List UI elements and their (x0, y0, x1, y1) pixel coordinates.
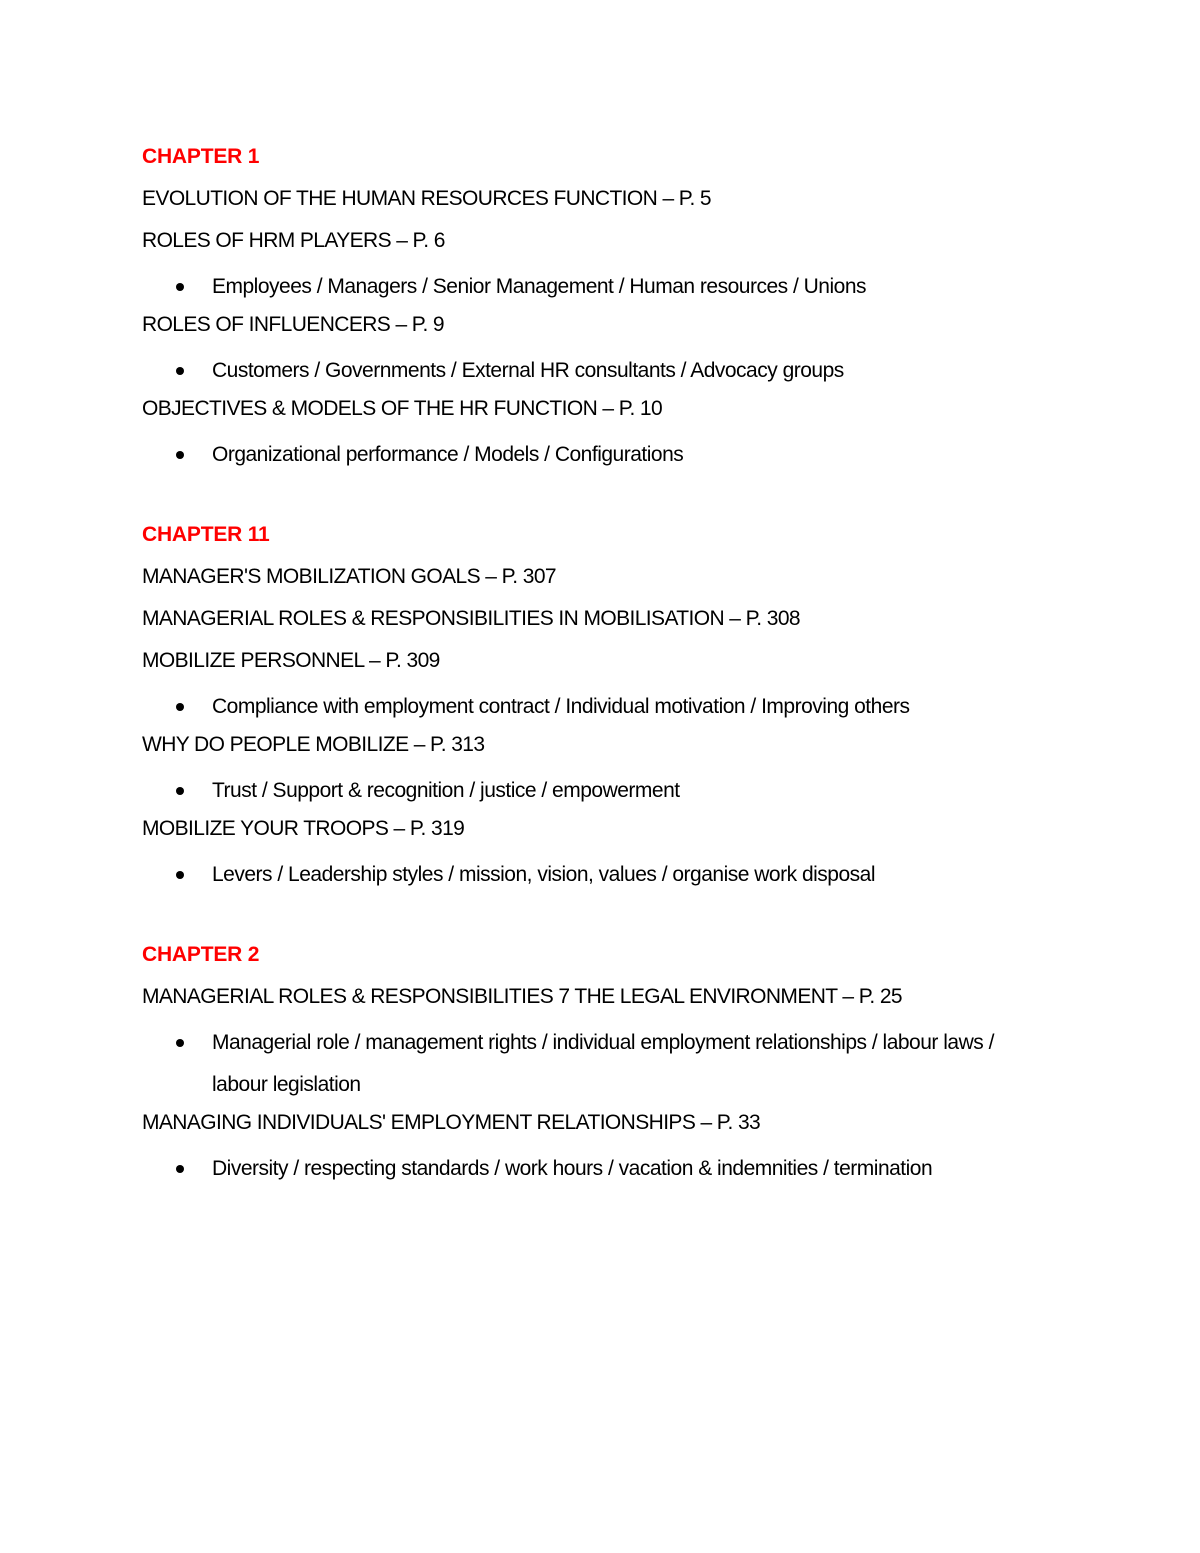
section-heading: ROLES OF HRM PLAYERS – P. 6 (142, 229, 445, 252)
bullet-icon (176, 1039, 184, 1047)
section-heading: MOBILIZE PERSONNEL – P. 309 (142, 649, 440, 672)
section (142, 728, 1140, 812)
bullet-item (142, 1022, 1012, 1106)
section (142, 812, 1140, 896)
bullet-text: Diversity / respecting standards / work hours / vacation & indemnities / termination (212, 1157, 933, 1180)
section (142, 644, 1140, 728)
bullet-icon (176, 451, 184, 459)
section-heading: OBJECTIVES & MODELS OF THE HR FUNCTION – P. 10 (142, 397, 663, 420)
chapter-title: CHAPTER 1 (142, 145, 260, 168)
section-heading: EVOLUTION OF THE HUMAN RESOURCES FUNCTION – P. 5 (142, 187, 712, 210)
section (142, 308, 1140, 392)
section-heading: WHY DO PEOPLE MOBILIZE – P. 313 (142, 733, 485, 756)
section (142, 224, 1140, 308)
bullet-text: Compliance with employment contract / Individual motivation / Improving others (212, 695, 910, 718)
bullet-item (142, 854, 1012, 896)
section (142, 182, 1140, 216)
section-heading: MANAGERIAL ROLES & RESPONSIBILITIES 7 THE LEGAL ENVIRONMENT – P. 25 (142, 985, 903, 1008)
section (142, 560, 1140, 594)
section (142, 980, 1140, 1106)
bullet-icon (176, 703, 184, 711)
chapter-11 (142, 518, 1140, 896)
chapter-2 (142, 938, 1140, 1190)
section (142, 392, 1140, 476)
chapter-title: CHAPTER 11 (142, 523, 270, 546)
section-heading: ROLES OF INFLUENCERS – P. 9 (142, 313, 445, 336)
bullet-text: Employees / Managers / Senior Management / Human resources / Unions (212, 275, 866, 298)
bullet-item (142, 350, 1012, 392)
bullet-text: Trust / Support & recognition / justice / empowerment (212, 779, 680, 802)
bullet-item (142, 266, 1012, 308)
section-heading: MANAGER'S MOBILIZATION GOALS – P. 307 (142, 565, 557, 588)
bullet-text: Organizational performance / Models / Configurations (212, 443, 684, 466)
bullet-item (142, 770, 1012, 812)
section-heading: MOBILIZE YOUR TROOPS – P. 319 (142, 817, 465, 840)
chapter-1 (142, 140, 1140, 476)
bullet-item (142, 434, 1012, 476)
bullet-icon (176, 367, 184, 375)
bullet-item (142, 1148, 1012, 1190)
bullet-item (142, 686, 1012, 728)
bullet-icon (176, 283, 184, 291)
chapter-title: CHAPTER 2 (142, 943, 260, 966)
bullet-icon (176, 787, 184, 795)
bullet-icon (176, 1165, 184, 1173)
bullet-text: Managerial role / management rights / individual employment relationships / labour laws / labour legislation (212, 1031, 994, 1096)
section-heading: MANAGERIAL ROLES & RESPONSIBILITIES IN MOBILISATION – P. 308 (142, 607, 801, 630)
section (142, 1106, 1140, 1190)
bullet-text: Levers / Leadership styles / mission, vision, values / organise work disposal (212, 863, 875, 886)
section-heading: MANAGING INDIVIDUALS' EMPLOYMENT RELATIONSHIPS – P. 33 (142, 1111, 761, 1134)
bullet-text: Customers / Governments / External HR consultants / Advocacy groups (212, 359, 844, 382)
section (142, 602, 1140, 636)
bullet-icon (176, 871, 184, 879)
